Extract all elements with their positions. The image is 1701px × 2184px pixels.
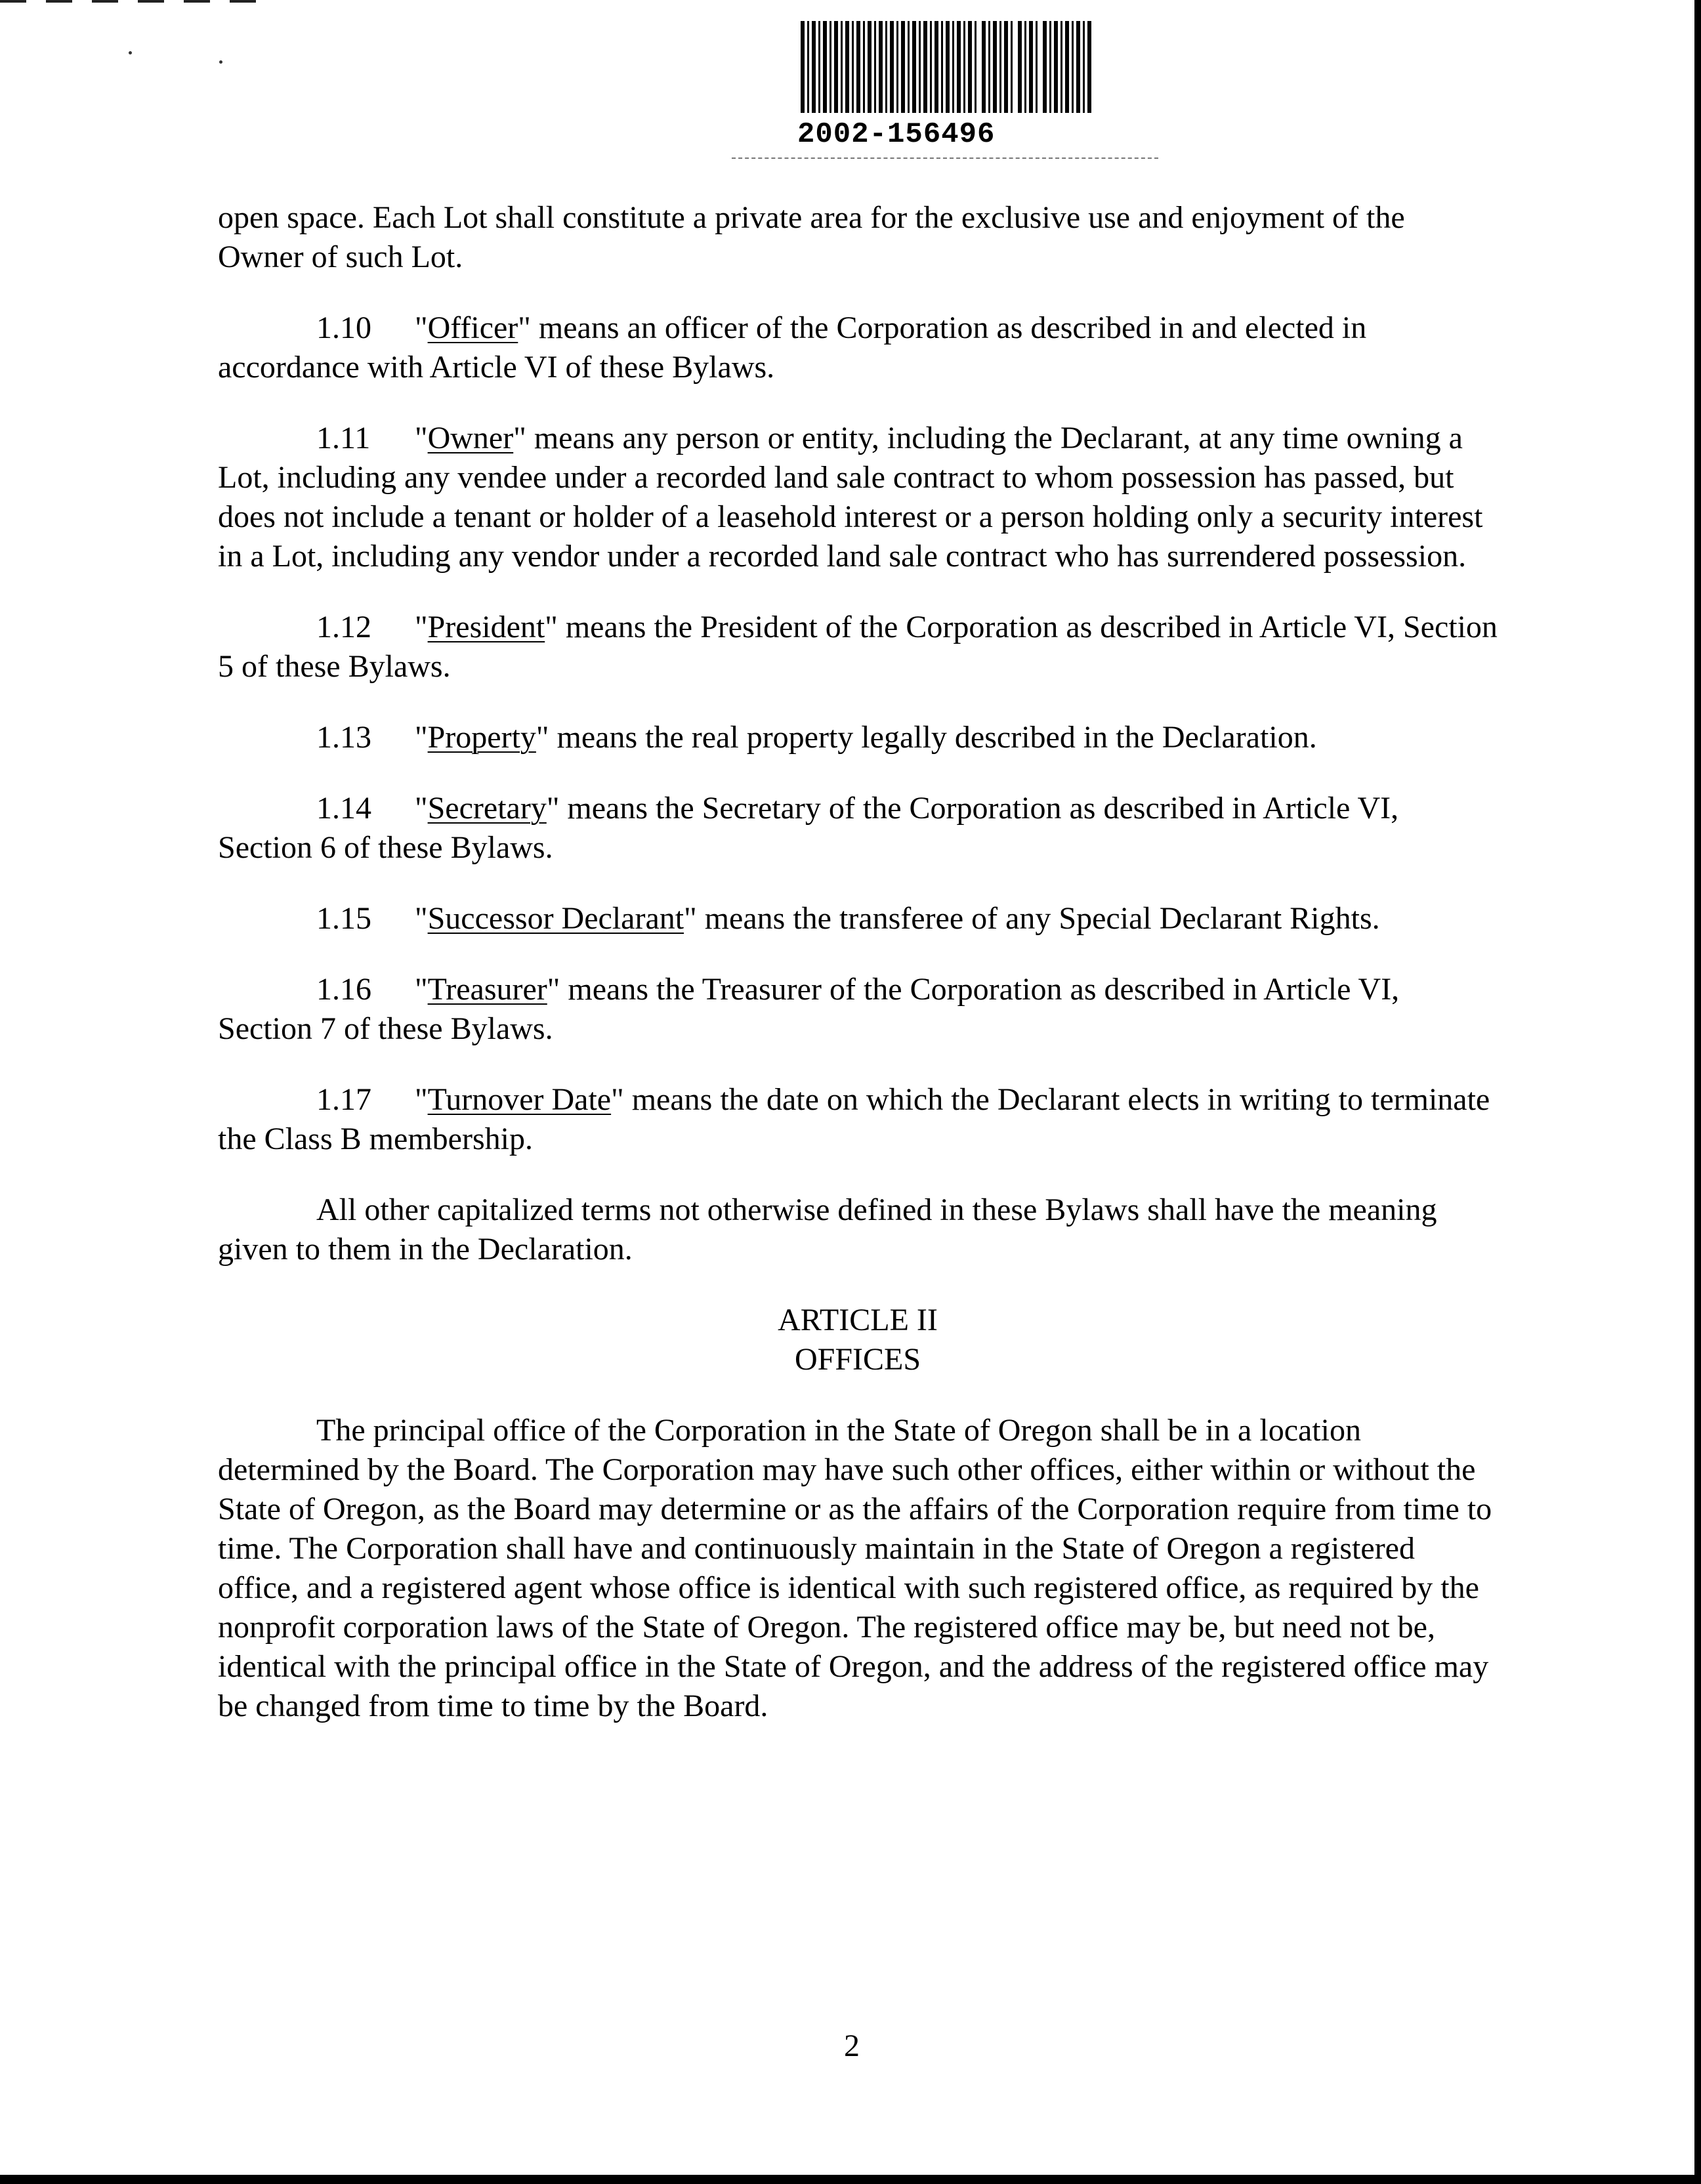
defined-term: President [427,610,545,644]
scan-artifact-top [0,0,276,3]
definition-1-10: 1.10 "Officer" means an officer of the Corporation as described in and elected in accordance with Article VI of these Bylaws. [218,308,1498,387]
article-title: OFFICES [794,1342,921,1377]
definition-1-17: 1.17 "Turnover Date" means the date on which the Declarant elects in writing to terminate the Class B membership. [218,1080,1498,1159]
barcode-underline [732,158,1158,159]
defined-term: Owner [427,421,514,455]
article-heading [218,1301,1498,1379]
section-number: 1.16 [316,972,371,1007]
definition-1-14: 1.14 "Secretary" means the Secretary of the Corporation as described in Article VI, Section 6 of these Bylaws. [218,789,1498,868]
defined-term: Successor Declarant [427,901,684,936]
scan-border-bottom [0,2175,1701,2184]
article-number: ARTICLE II [778,1303,938,1337]
definition-1-16: 1.16 "Treasurer" means the Treasurer of the Corporation as described in Article VI, Section 7 of these Bylaws. [218,970,1498,1049]
definition-1-12: 1.12 "President" means the President of the Corporation as described in Article VI, Section 5 of these Bylaws. [218,608,1498,686]
defined-term: Turnover Date [427,1082,612,1117]
scan-border-right [1694,0,1701,2184]
definition-text: " means the transferee of any Special Declarant Rights. [684,901,1380,936]
definition-text: " means the Secretary of the Corporation as described in Article VI, Section 6 of these Bylaws. [218,791,1399,865]
definition-text: " means the Treasurer of the Corporation as described in Article VI, Section 7 of these Bylaws. [218,972,1400,1046]
section-number: 1.12 [316,610,371,644]
closing-definitions-paragraph: All other capitalized terms not otherwise defined in these Bylaws shall have the meaning given to them in the Declaration. [218,1192,1437,1267]
offices-paragraph: The principal office of the Corporation in the State of Oregon shall be in a location determined by the Board. The Corporation may have such other offices, either within or without the State of Oregon, as the Board may determine or as the affairs of the Corporation require from time to time. The Corporation shall have and continuously maintain in the State of Oregon a registered office, and a registered agent whose office is identical with such registered office, as required by the nonprofit corporation laws of the State of Oregon. The registered office may be, but need not be, identical with the principal office in the State of Oregon, and the address of the registered office may be changed from time to time by the Board. [218,1413,1492,1723]
scan-speck [219,60,222,64]
definition-1-13: 1.13 "Property" means the real property legally described in the Declaration. [218,718,1498,757]
definition-1-15: 1.15 "Successor Declarant" means the transferee of any Special Declarant Rights. [218,899,1498,938]
section-number: 1.10 [316,310,371,345]
page-number: 2 [844,2028,860,2063]
recording-number: 2002-156496 [797,118,996,151]
definition-text: " means the President of the Corporation as described in Article VI, Section 5 of these Bylaws. [218,610,1498,684]
section-number: 1.17 [316,1082,371,1117]
definition-text: " means the real property legally described in the Declaration. [536,720,1317,755]
definition-text: " means the date on which the Declarant elects in writing to terminate the Class B membership. [218,1082,1490,1156]
section-number: 1.11 [316,421,371,455]
barcode-graphic [801,21,1096,116]
recording-barcode [797,21,1099,159]
document-body [218,198,1498,1726]
section-number: 1.14 [316,791,371,826]
defined-term: Treasurer [427,972,547,1007]
definition-1-11: 1.11 "Owner" means any person or entity, including the Declarant, at any time owning a Lot, including any vendee under a recorded land sale contract to whom possession has passed, but does not include a tenant or holder of a leasehold interest or a person holding only a security interest in a Lot, including any vendor under a recorded land sale contract who has surrendered possession. [218,419,1498,576]
definition-text: " means any person or entity, including the Declarant, at any time owning a Lot, including any vendee under a recorded land sale contract to whom possession has passed, but does not include a tenant or holder of a leasehold interest or a person holding only a security interest in a Lot, including any vendor under a recorded land sale contract who has surrendered possession. [218,421,1483,574]
defined-term: Officer [427,310,518,345]
defined-term: Secretary [427,791,547,826]
intro-paragraph: open space. Each Lot shall constitute a private area for the exclusive use and enjoyment of the Owner of such Lot. [218,200,1405,274]
defined-term: Property [427,720,536,755]
scan-speck [129,51,132,54]
section-number: 1.13 [316,720,371,755]
section-number: 1.15 [316,901,371,936]
definition-text: " means an officer of the Corporation as described in and elected in accordance with Article VI of these Bylaws. [218,310,1367,385]
